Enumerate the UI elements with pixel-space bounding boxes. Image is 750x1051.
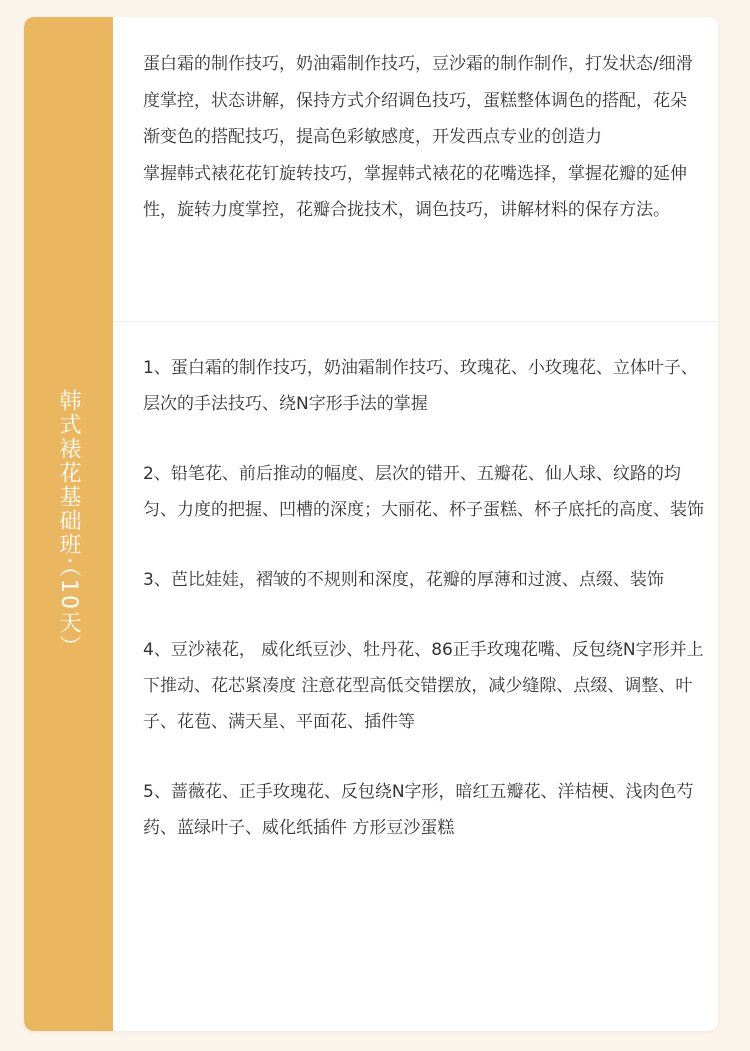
lesson-list	[143, 350, 709, 880]
course-content	[113, 17, 718, 1031]
lesson-item: 5、蔷薇花、正手玫瑰花、反包绕N字形，暗红五瓣花、洋桔梗、浅肉色芍药、蓝绿叶子、威化纸插件 方形豆沙蛋糕	[143, 782, 694, 838]
course-title: 韩式裱花基础班·（10天）	[56, 389, 81, 659]
course-intro	[113, 17, 718, 292]
lesson-item: 2、铅笔花、前后推动的幅度、层次的错开、五瓣花、仙人球、纹路的均匀、力度的把握、凹槽的深度；大丽花、杯子蛋糕、杯子底托的高度、装饰	[143, 464, 704, 520]
lesson-item: 3、芭比娃娃，褶皱的不规则和深度，花瓣的厚薄和过渡、点缀、装饰	[143, 570, 664, 590]
intro-paragraph: 蛋白霜的制作技巧，奶油霜制作技巧，豆沙霜的制作制作，打发状态/细滑度掌控，状态讲解，保持方式介绍调色技巧，蛋糕整体调色的搭配，花朵渐变色的搭配技巧，提高色彩敏感度，开发西点专业的创造力	[143, 54, 693, 147]
course-title-sidebar	[24, 17, 113, 1031]
intro-paragraph: 掌握韩式裱花花钉旋转技巧，掌握韩式裱花的花嘴选择，掌握花瓣的延伸性，旋转力度掌控，花瓣合拢技术，调色技巧，讲解材料的保存方法。	[143, 163, 687, 220]
course-card	[24, 17, 718, 1031]
section-divider	[113, 321, 718, 322]
lesson-item: 1、蛋白霜的制作技巧，奶油霜制作技巧、玫瑰花、小玫瑰花、立体叶子、层次的手法技巧、绕N字形手法的掌握	[143, 358, 698, 414]
lesson-item: 4、豆沙裱花， 威化纸豆沙、牡丹花、86正手玫瑰花嘴、反包绕N字形并上下推动、花芯紧凑度 注意花型高低交错摆放，减少缝隙、点缀、调整、叶子、花苞、满天星、平面花、插件等	[143, 640, 704, 732]
